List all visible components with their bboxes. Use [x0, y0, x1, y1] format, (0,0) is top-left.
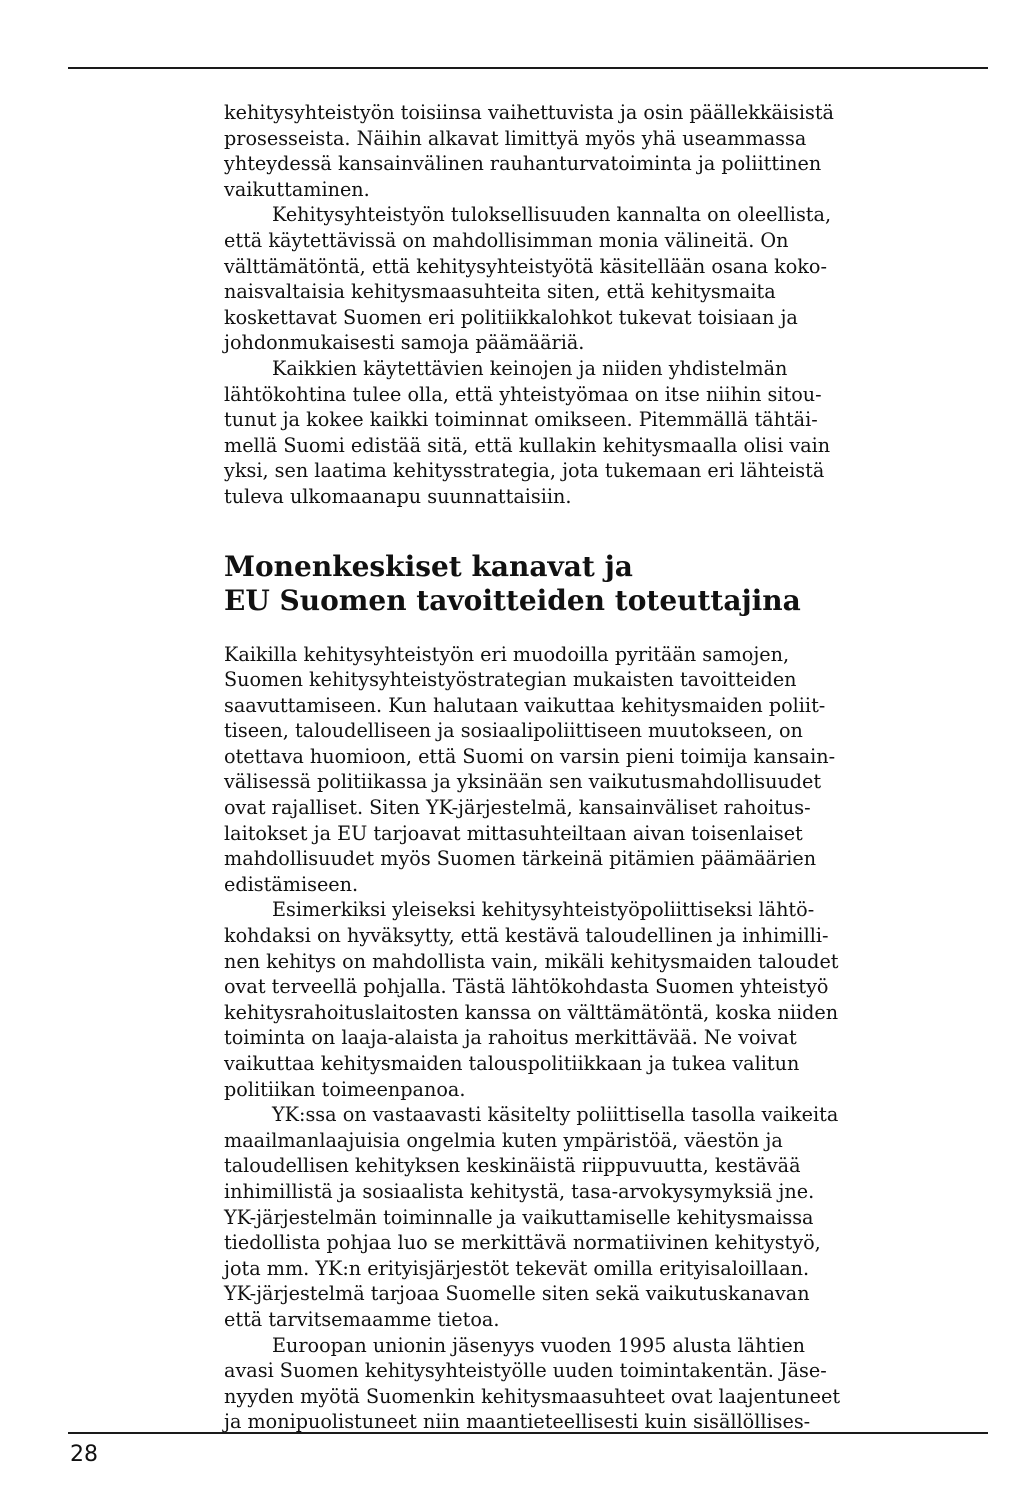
paragraph-line: nen kehitys on mahdollista vain, mikäli kehitysmaiden taloudet: [224, 949, 839, 973]
paragraph-line: laitokset ja EU tarjoavat mittasuhteiltaan aivan toisenlaiset: [224, 821, 803, 845]
intro-section: [224, 100, 924, 510]
heading-after-spacer: [224, 618, 924, 642]
paragraph-line: mellä Suomi edistää sitä, että kullakin kehitysmaalla olisi vain: [224, 433, 831, 457]
paragraph-line: että käytettävissä on mahdollisimman monia välineitä. On: [224, 228, 789, 252]
paragraph-line: ovat rajalliset. Siten YK-järjestelmä, kansainväliset rahoitus-: [224, 796, 811, 820]
paragraph: [224, 202, 924, 356]
paragraph-line: koskettavat Suomen eri politiikkalohkot tukevat toisiaan ja: [224, 305, 798, 329]
heading-line: EU Suomen tavoitteiden toteuttajina: [224, 583, 801, 617]
paragraph-line: vaikuttaa kehitysmaiden talouspolitiikkaan ja tukea valitun: [224, 1052, 800, 1075]
paragraph-line: johdonmukaisesti samoja päämääriä.: [224, 331, 585, 355]
paragraph-line: tiedollista pohjaa luo se merkittävä normatiivinen kehitystyö,: [224, 1231, 821, 1255]
paragraph-line: inhimillistä ja sosiaalista kehitystä, tasa-arvokysymyksiä jne.: [224, 1179, 815, 1203]
paragraph-line: vaikuttaminen.: [224, 177, 370, 201]
paragraph-line: yksi, sen laatima kehitysstrategia, jota tukemaan eri lähteistä: [224, 459, 825, 483]
paragraph-line: avasi Suomen kehitysyhteistyölle uuden toimintakentän. Jäse-: [224, 1359, 827, 1383]
heading-spacer: [224, 510, 924, 550]
heading-line: Monenkeskiset kanavat ja: [224, 549, 633, 583]
paragraph-line: Esimerkiksi yleiseksi kehitysyhteistyöpoliittiseksi lähtö-: [272, 898, 815, 922]
paragraph-line: ovat terveellä pohjalla. Tästä lähtökohdasta Suomen yhteistyö: [224, 975, 829, 999]
paragraph-line: välttämätöntä, että kehitysyhteistyötä käsitellään osana koko-: [224, 254, 827, 278]
paragraph-line: että tarvitsemaamme tietoa.: [224, 1307, 500, 1331]
top-rule: [68, 67, 988, 69]
paragraph: [224, 1333, 924, 1435]
paragraph-line: Suomen kehitysyhteistyöstrategian mukaisten tavoitteiden: [224, 668, 797, 692]
paragraph: [224, 642, 924, 898]
paragraph-line: kehitysyhteistyön toisiinsa vaihettuvista ja osin päällekkäisistä: [224, 101, 834, 124]
paragraph-line: välisessä politiikassa ja yksinään sen vaikutusmahdollisuudet: [224, 770, 822, 794]
paragraph-line: prosesseista. Näihin alkavat limittyä myös yhä useammassa: [224, 126, 807, 150]
paragraph-line: yhteydessä kansainvälinen rauhanturvatoiminta ja poliittinen: [224, 152, 822, 176]
paragraph-line: YK:ssa on vastaavasti käsitelty poliittisella tasolla vaikeita: [272, 1103, 839, 1127]
paragraph-line: maailmanlaajuisia ongelmia kuten ympäristöä, väestön ja: [224, 1128, 783, 1152]
paragraph-line: nyyden myötä Suomenkin kehitysmaasuhteet ovat laajentuneet: [224, 1384, 841, 1408]
paragraph-line: Kaikkien käytettävien keinojen ja niiden yhdistelmän: [272, 356, 788, 380]
bottom-rule: [68, 1432, 988, 1434]
paragraph-line: naisvaltaisia kehitysmaasuhteita siten, että kehitysmaita: [224, 280, 776, 304]
paragraph: [224, 356, 924, 510]
text-column: [224, 100, 924, 1435]
paragraph-line: YK-järjestelmä tarjoaa Suomelle siten sekä vaikutuskanavan: [224, 1282, 810, 1306]
paragraph-line: Euroopan unionin jäsenyys vuoden 1995 alusta lähtien: [272, 1333, 806, 1357]
paragraph-line: edistämiseen.: [224, 872, 359, 896]
paragraph-line: politiikan toimeenpanoa.: [224, 1077, 466, 1101]
paragraph-line: tunut ja kokee kaikki toiminnat omikseen. Pitemmällä tähtäi-: [224, 408, 818, 432]
paragraph-line: toiminta on laaja-alaista ja rahoitus merkittävää. Ne voivat: [224, 1026, 797, 1050]
section-heading: [224, 550, 924, 618]
paragraph-line: mahdollisuudet myös Suomen tärkeinä pitämien päämäärien: [224, 847, 817, 871]
paragraph-line: saavuttamiseen. Kun halutaan vaikuttaa kehitysmaiden poliit-: [224, 693, 826, 717]
paragraph-line: lähtökohtina tulee olla, että yhteistyömaa on itse niihin sitou-: [224, 382, 822, 406]
paragraph-line: tuleva ulkomaanapu suunnattaisiin.: [224, 484, 572, 508]
paragraph-line: YK-järjestelmän toiminnalle ja vaikuttamiselle kehitysmaissa: [224, 1205, 814, 1229]
paragraph-line: tiseen, taloudelliseen ja sosiaalipoliittiseen muutokseen, on: [224, 719, 803, 743]
paragraph-line: ja monipuolistuneet niin maantieteellisesti kuin sisällöllises-: [224, 1410, 811, 1434]
paragraph-line: Kaikilla kehitysyhteistyön eri muodoilla pyritään samojen,: [224, 642, 790, 666]
paragraph-line: kehitysrahoituslaitosten kanssa on välttämätöntä, koska niiden: [224, 1000, 839, 1024]
paragraph: [224, 1102, 924, 1332]
paragraph-line: taloudellisen kehityksen keskinäistä riippuvuutta, kestävää: [224, 1154, 801, 1178]
paragraph-line: kohdaksi on hyväksytty, että kestävä taloudellinen ja inhimilli-: [224, 924, 829, 948]
section-body: [224, 642, 924, 1435]
page-number: 28: [70, 1442, 98, 1467]
paragraph: [224, 100, 924, 202]
paragraph-line: otettava huomioon, että Suomi on varsin pieni toimija kansain-: [224, 744, 836, 768]
paragraph-line: jota mm. YK:n erityisjärjestöt tekevät omilla erityisaloillaan.: [224, 1256, 810, 1280]
paragraph: [224, 897, 924, 1102]
paragraph-line: Kehitysyhteistyön tuloksellisuuden kannalta on oleellista,: [272, 203, 832, 227]
